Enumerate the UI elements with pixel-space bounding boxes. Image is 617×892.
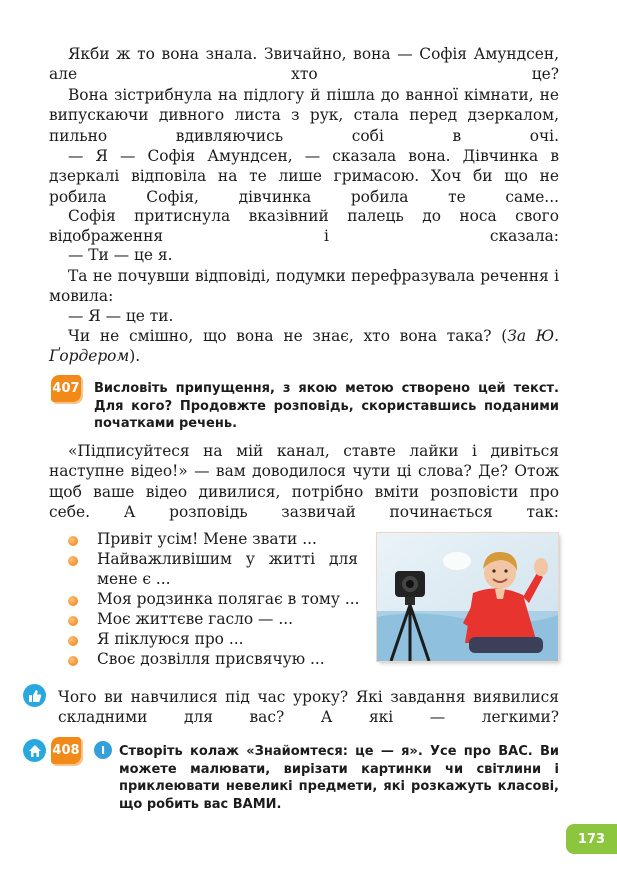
story-last-sentence: Чи не смішно, що вона не знає, хто вона така? ( xyxy=(68,327,508,345)
vlogger-photo xyxy=(377,533,558,661)
source-citation-end: ). xyxy=(129,347,141,366)
bullet-icon xyxy=(68,656,78,666)
bullet-icon xyxy=(68,536,78,546)
list-item: Я піклуюся про ... xyxy=(97,630,244,648)
list-item-continuation: мене є ... xyxy=(97,570,171,588)
story-paragraph-3: — Я — Софія Амундсен, — сказала вона. Дівчинка в дзеркалі відповіла на те лише гримасою. Хоч би що не робила Софія, дівчинка робила те саме... xyxy=(49,147,559,206)
home-icon xyxy=(23,739,46,762)
story-paragraph-6: Та не почувши відповіді, подумки перефразувала речення і мовила: xyxy=(49,267,559,306)
level-badge: I xyxy=(94,741,112,759)
reflection-question: Чого ви навчилися під час уроку? Які завдання виявилися складними для вас? А які — легкими? xyxy=(58,688,559,727)
story-dialogue-2: — Я — це ти. xyxy=(68,307,174,325)
list-item: Моя родзинка полягає в тому ... xyxy=(97,590,360,608)
thumbs-up-icon xyxy=(23,684,46,707)
bullet-icon xyxy=(68,636,78,646)
intro-paragraph: «Підписуйтеся на мій канал, ставте лайки і дивіться наступне відео!» — вам доводилося чути ці слова? Де? Отож щоб ваше відео дивилися, потрібно вміти розповісти про себе. А розповідь зазвичай починається так: xyxy=(49,442,559,521)
story-paragraph-1: Якби ж то вона знала. Звичайно, вона — Софія Амундсен, але хто це? xyxy=(49,45,559,84)
story-paragraph-4: Софія притиснула вказівний палець до носа свого відображення і сказала: xyxy=(49,207,559,246)
task-408-badge: 408 xyxy=(51,737,81,764)
story-paragraph-8 xyxy=(49,326,559,367)
task-407-text: Висловіть припущення, з якою метою створено цей текст. Для кого? Продовжте розповідь, скориставшись поданими початками речень. xyxy=(94,381,559,431)
bullet-icon xyxy=(68,616,78,626)
list-item: Своє дозвілля присвячую ... xyxy=(97,650,325,668)
list-item: Привіт усім! Мене звати ... xyxy=(97,530,317,548)
vlogger-illustration xyxy=(377,533,558,661)
list-item: Моє життєве гасло — ... xyxy=(97,610,294,628)
bullet-icon xyxy=(68,596,78,606)
source-citation: За Ю. Ґордером xyxy=(49,327,560,366)
bullet-icon xyxy=(68,556,78,566)
page-number: 173 xyxy=(566,824,617,854)
list-item: Найважливішим у житті для xyxy=(97,550,358,568)
task-408-text: Створіть колаж «Знайомтеся: це — я». Усе про ВАС. Ви можете малювати, вирізати картинки чи світлини і приклеювати невеликі предмети, які розкажуть класові, що робить вас ВАМИ. xyxy=(119,744,559,812)
story-dialogue-1: — Ти — це я. xyxy=(68,246,173,264)
task-407-badge: 407 xyxy=(51,375,81,402)
story-paragraph-2: Вона зістрибнула на підлогу й пішла до ванної кімнати, не випускаючи дивного листа з рук, стала перед дзеркалом, пильно вдивляючись собі в очі. xyxy=(49,86,559,145)
